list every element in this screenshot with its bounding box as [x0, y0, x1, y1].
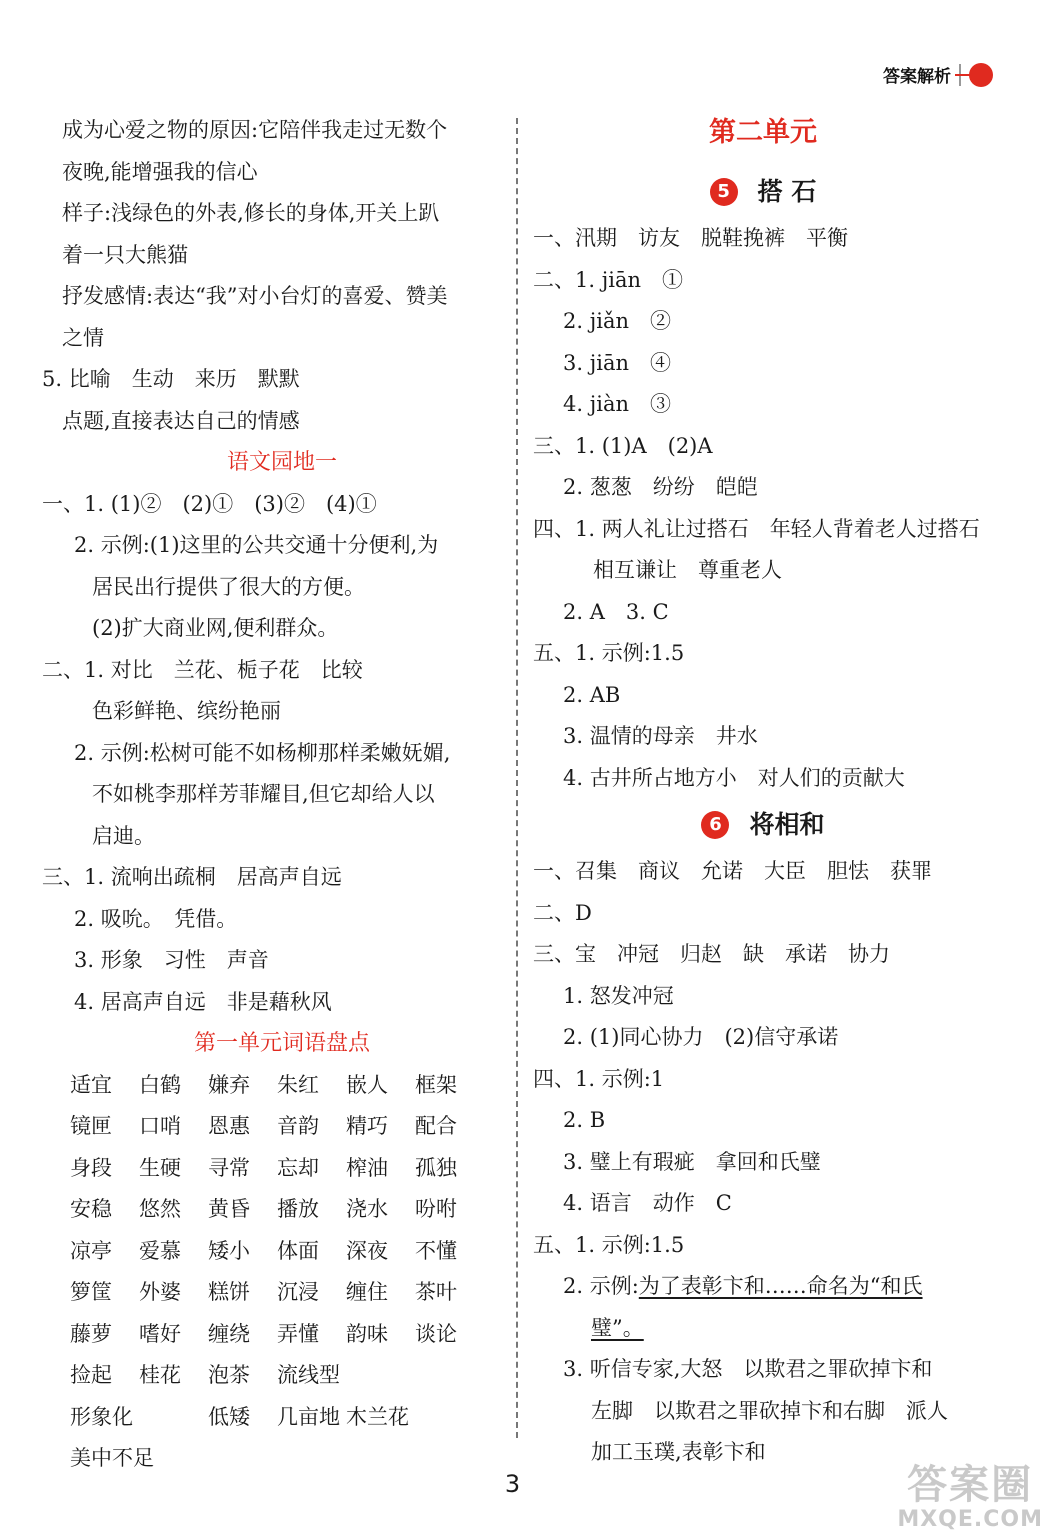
- answer-line: 4. 居高声自远 非是藉秋风: [74, 989, 332, 1014]
- vocab-word: 木兰花: [346, 1404, 409, 1429]
- vocab-word: 茶叶: [415, 1280, 457, 1304]
- lesson-title: 搭 石: [757, 177, 817, 206]
- vocab-word: 藤萝: [70, 1321, 112, 1346]
- vocab-word: 忘却: [277, 1155, 319, 1180]
- answer-line: 居民出行提供了很大的方便。: [92, 574, 365, 599]
- vocab-word: 吩咐: [415, 1197, 457, 1221]
- vocab-word: 流线型: [277, 1363, 340, 1387]
- vocab-word: 嫌弃: [208, 1072, 250, 1097]
- answer-line: 2. A 3. C: [563, 599, 669, 624]
- vocab-word: 捡起: [70, 1363, 112, 1387]
- answer-line: 2. 吸吮。 凭借。: [74, 906, 238, 931]
- answer-line: 点题,直接表达自己的情感: [62, 408, 300, 433]
- section-title-garden: 语文园地一: [226, 450, 337, 475]
- vocab-word: 口哨: [139, 1114, 181, 1138]
- vocab-word: 镜匣: [70, 1114, 112, 1138]
- vocab-word: 安稳: [70, 1197, 112, 1221]
- vocab-word: 低矮: [208, 1404, 250, 1429]
- underlined-answer: 璧”。: [591, 1315, 644, 1340]
- answer-line: 2. 示例:(1)这里的公共交通十分便利,为: [74, 533, 439, 557]
- answer-line: 色彩鲜艳、缤纷艳丽: [92, 699, 281, 723]
- vocab-word: 寻常: [208, 1155, 250, 1180]
- answer-line: 二、D: [533, 900, 592, 925]
- vocab-word: 嗜好: [139, 1321, 181, 1346]
- answer-line: 成为心爱之物的原因:它陪伴我走过无数个: [62, 118, 448, 142]
- section-title-vocab: 第一单元词语盘点: [193, 1031, 370, 1056]
- answer-line: 四、1. 两人礼让过搭石 年轻人背着老人过搭石: [533, 516, 980, 541]
- watermark-text: 答案圈: [907, 1462, 1034, 1508]
- vocab-word: 沉浸: [277, 1280, 319, 1304]
- answer-line: 3. 听信专家,大怒 以欺君之罪砍掉卞和: [563, 1357, 933, 1381]
- answer-line: 着一只大熊猫: [62, 242, 188, 267]
- vocab-word: 缠住: [346, 1280, 388, 1304]
- answer-line: 样子:浅绿色的外表,修长的身体,开关上趴: [62, 201, 440, 225]
- answer-line: 一、1. (1)② (2)① (3)② (4)①: [42, 491, 377, 516]
- answer-line: [533, 1308, 993, 1350]
- vocab-word: 谈论: [415, 1321, 457, 1346]
- vocab-word: 榨油: [346, 1155, 388, 1180]
- vocab-word: 箩筐: [70, 1280, 112, 1304]
- answer-line: 1. 怒发冲冠: [563, 983, 674, 1008]
- answer-line: 4. jiàn ③: [563, 392, 671, 416]
- vocab-word: 外婆: [139, 1280, 181, 1304]
- lesson-heading-5: [533, 166, 993, 218]
- answer-line: 三、1. (1)A (2)A: [533, 433, 713, 458]
- red-circle-icon: [969, 63, 993, 87]
- page-header: [883, 62, 993, 87]
- vocab-word: 适宜: [70, 1072, 112, 1097]
- vocab-word: 泡茶: [208, 1363, 250, 1387]
- answer-line: 四、1. 示例:1: [533, 1066, 665, 1091]
- vocab-word: 糕饼: [208, 1280, 250, 1304]
- answer-line: [533, 1266, 993, 1308]
- vocab-word: 弄懂: [277, 1321, 319, 1346]
- underlined-answer: 为了表彰卞和……命名为“和氏: [638, 1274, 923, 1298]
- vocab-word: 爱慕: [139, 1238, 181, 1263]
- vocab-word: 孤独: [415, 1155, 457, 1180]
- vocab-word: 恩惠: [208, 1114, 250, 1138]
- page-number: 3: [504, 1470, 521, 1498]
- lesson-number-badge: 5: [710, 178, 738, 206]
- vocab-word: 嵌人: [346, 1072, 388, 1097]
- right-column: [533, 110, 993, 1474]
- vocab-word: 朱红: [277, 1072, 319, 1097]
- vocab-word: 韵味: [346, 1321, 388, 1346]
- vocab-word: 形象化: [70, 1404, 133, 1429]
- answer-line: 一、召集 商议 允诺 大臣 胆怯 获罪: [533, 859, 932, 883]
- answer-line: 左脚 以欺君之罪砍掉卞和右脚 派人: [591, 1398, 948, 1423]
- answer-line: 之情: [62, 325, 104, 350]
- vocab-grid: [62, 1065, 502, 1480]
- vocab-word: 体面: [277, 1238, 319, 1263]
- answer-line: 三、宝 冲冠 归赵 缺 承诺 协力: [533, 942, 890, 966]
- vocab-word: 美中不足: [70, 1446, 154, 1470]
- vocab-word: 不懂: [415, 1238, 457, 1263]
- column-divider: [516, 118, 518, 1438]
- answer-line: 加工玉璞,表彰卞和: [591, 1440, 766, 1464]
- answer-line: 3. jiān ④: [563, 350, 671, 375]
- answer-line: 2. 葱葱 纷纷 皑皑: [563, 475, 758, 499]
- answer-line: 2. jiǎn ②: [563, 309, 671, 333]
- vocab-word: 悠然: [139, 1197, 181, 1221]
- vocab-word: 浇水: [346, 1197, 388, 1221]
- example-label: 2. 示例:: [563, 1274, 639, 1298]
- answer-line: 3. 温情的母亲 井水: [563, 724, 758, 748]
- vocab-word: 播放: [277, 1197, 319, 1221]
- answer-line: 2. B: [563, 1108, 606, 1132]
- answer-line: 抒发感情:表达“我”对小台灯的喜爱、赞美: [62, 284, 448, 308]
- vocab-word: 桂花: [139, 1363, 181, 1387]
- answer-line: 2. (1)同心协力 (2)信守承诺: [563, 1025, 839, 1049]
- vocab-word: 音韵: [277, 1114, 319, 1138]
- vocab-word: 矮小: [208, 1238, 250, 1263]
- unit-title: 第二单元: [709, 117, 817, 148]
- vocab-word: 身段: [70, 1155, 112, 1180]
- answer-line: 2. AB: [563, 682, 621, 707]
- answer-line: 五、1. 示例:1.5: [533, 641, 685, 665]
- vocab-word: 白鹤: [139, 1072, 181, 1097]
- vocab-word: 精巧: [346, 1114, 388, 1138]
- answer-line: 3. 璧上有瑕疵 拿回和氏璧: [563, 1149, 821, 1174]
- answer-line: 启迪。: [92, 823, 155, 848]
- watermark-logo: [897, 1463, 1043, 1532]
- answer-line: 5. 比喻 生动 来历 默默: [42, 367, 300, 391]
- answer-line: 一、汛期 访友 脱鞋挽裤 平衡: [533, 226, 848, 250]
- vocab-word: 生硬: [139, 1155, 181, 1180]
- lesson-heading-6: [533, 799, 993, 851]
- answer-line: 不如桃李那样芳菲耀目,但它却给人以: [92, 782, 435, 806]
- answer-line: 2. 示例:松树可能不如杨柳那样柔嫩妩媚,: [74, 740, 451, 765]
- vocab-word: 框架: [415, 1072, 457, 1097]
- answer-line: 4. 语言 动作 C: [563, 1191, 732, 1215]
- answer-line: 相互谦让 尊重老人: [593, 558, 782, 582]
- vocab-word: 凉亭: [70, 1238, 112, 1263]
- vocab-word: 缠绕: [208, 1321, 250, 1346]
- answer-line: 二、1. 对比 兰花、栀子花 比较: [42, 657, 363, 682]
- answer-line: 三、1. 流响出疏桐 居高声自远: [42, 865, 342, 889]
- answer-line: 4. 古井所占地方小 对人们的贡献大: [563, 765, 905, 790]
- answer-line: (2)扩大商业网,便利群众。: [92, 616, 339, 640]
- watermark-url: MXQE.COM: [897, 1507, 1043, 1532]
- answer-line: 夜晚,能增强我的信心: [62, 159, 258, 184]
- vocab-word: 配合: [415, 1114, 457, 1138]
- answer-line: 3. 形象 习性 声音: [74, 948, 269, 972]
- header-title: 答案解析: [883, 67, 951, 87]
- answer-line: 五、1. 示例:1.5: [533, 1232, 685, 1257]
- vocab-word: 深夜: [346, 1238, 388, 1263]
- lesson-number-badge: 6: [701, 811, 729, 839]
- answer-line: 二、1. jiān ①: [533, 267, 683, 292]
- left-column: [42, 110, 502, 1480]
- vocab-word: 黄昏: [208, 1197, 250, 1221]
- vocab-word: 几亩地: [277, 1404, 340, 1429]
- lesson-title: 将相和: [749, 810, 825, 839]
